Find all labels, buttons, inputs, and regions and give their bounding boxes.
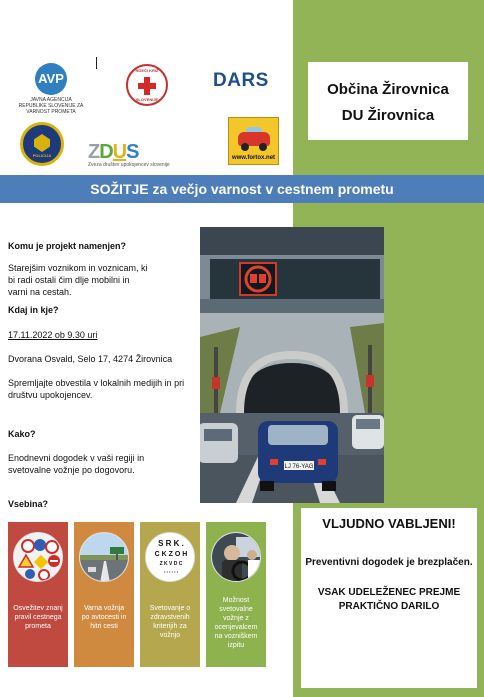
tile-label [76,604,132,631]
tile-label-line: kriterijih za [153,623,187,630]
invitation-box [301,508,477,688]
driver-icon [212,533,261,582]
highway-icon [80,533,129,582]
question-when-where: Kdaj in kje? [8,305,59,315]
tile-safe-highway [74,522,134,667]
tile-label-line: vožnjo [159,632,181,639]
zdus-letter-s: S [126,141,139,163]
fortox-logo [228,117,279,165]
tile-label [142,604,198,640]
question-how: Kako? [8,429,36,439]
organizer-association: DU Žirovnica [341,107,435,124]
event-date: 17.11.2022 ob 9.30 uri [8,330,98,340]
tile-image-signs [13,532,63,582]
note-line2: društvu upokojencev. [8,390,93,400]
tile-image-driver [211,532,261,582]
badge-star-icon [34,134,50,152]
organizer-box [308,62,468,140]
tile-label-line: Možnost [222,597,250,604]
answer-who-line2: bi radi ostali čim dlje mobilni in [8,275,130,285]
tile-label [10,604,66,631]
zdus-letter-z: Z [88,141,100,163]
tile-traffic-rules [8,522,68,667]
tile-label-line: pravil cestnega [14,614,62,621]
license-plate: LJ 76-YAG [284,464,314,470]
tile-label-line: na vozniškem [214,633,258,640]
tile-label-line: Svetovanje o [149,605,191,612]
zdus-letter-d: D [99,141,113,163]
answer-how-line1: Enodnevni dogodek v vaši regiji in [8,453,145,463]
police-label: POLICIJA [32,153,52,158]
tile-label-line: Varna vožnja [83,605,125,612]
wheel-icon [259,143,267,151]
answer-how-line2: svetovalne vožnje po dogovoru. [8,465,135,475]
tile-image-eye-chart [145,532,195,582]
avp-logo [16,63,86,115]
organizer-municipality: Občina Žirovnica [327,81,449,98]
eye-chart-icon [146,533,195,582]
answer-who-line3: varni na cestah. [8,287,72,297]
tile-label-line: prometa [25,623,51,630]
text-cursor [96,57,97,69]
tile-health-advice [140,522,200,667]
gift-note-line: VSAK UDELEŽENEC PREJME [317,587,461,598]
tile-label-line: hitri cesti [90,623,118,630]
title-banner [0,175,484,203]
gift-note [311,586,467,614]
red-cross-top-text: RDEČI KRIŽ [135,68,159,73]
avp-name: JAVNA AGENCIJA REPUBLIKE SLOVENIJE ZA VARNOST PROMETA [18,97,84,115]
tile-label-line: vožnje z [223,615,249,622]
tile-label-line: svetovalne [219,606,253,613]
note-line1: Spremljajte obvestila v lokalnih medijih in pri [8,378,185,388]
police-badge-logo [20,122,64,166]
zdus-mark [88,141,218,164]
poster-title: SOŽITJE za večjo varnost v cestnem prometu [90,181,394,197]
cross-icon-vertical [144,77,150,95]
tile-label-line: po avtocesti in [81,614,127,621]
zdus-logo [88,141,218,168]
eye-chart-row: C K Z O H [154,551,188,558]
tile-label-line: izpitu [227,642,245,649]
event-place: Dvorana Osvald, Selo 17, 4274 Žirovnica [8,354,173,364]
fortox-url: www.fortox.net [231,155,276,161]
red-cross-logo [126,64,168,106]
zdus-subtitle: Zveza društev upokojencev slovenije [88,162,170,168]
tile-driving-assessment [206,522,266,667]
eye-chart-row: Z K V D C [159,561,183,567]
eye-chart-row: • • • • • • [164,569,178,574]
free-event-note: Preventivni dogodek je brezplačen. [305,557,473,568]
traffic-signs-icon [14,533,63,582]
tile-label-line: Osvežitev znanj [13,605,63,612]
tile-label [208,596,264,650]
zdus-letter-u: U [112,141,127,163]
wheel-icon [241,143,249,151]
tile-label-line: zdravstvenih [150,614,190,621]
invitation-heading: VLJUDNO VABLJENI! [322,516,456,531]
dars-logo: DARS [213,70,269,91]
avp-mark: AVP [35,63,67,95]
tunnel-photo-art [200,227,384,503]
tile-image-highway [79,532,129,582]
question-who: Komu je projekt namenjen? [8,241,127,251]
gift-note-line: PRAKTIČNO DARILO [338,601,440,612]
question-content: Vsebina? [8,499,49,509]
tunnel-photo [200,227,384,503]
red-cross-bottom-text: SLOVENIJE [135,97,159,102]
answer-who-line1: Starejšim voznikom in voznicam, ki [8,263,148,273]
tile-label-line: ocenjevalcem [214,624,258,631]
eye-chart-row: S R K . [158,539,184,548]
